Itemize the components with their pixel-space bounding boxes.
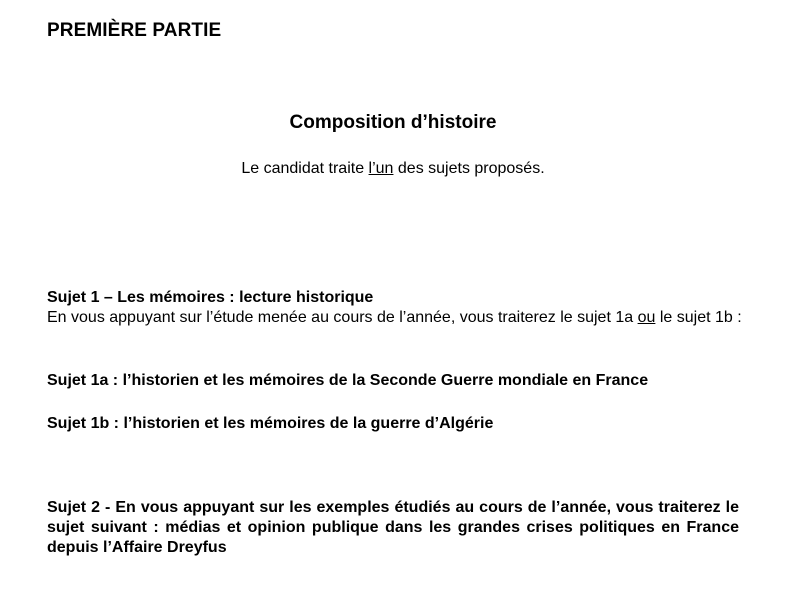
sujet-1a: Sujet 1a : l’historien et les mémoires de la Seconde Guerre mondiale en France [47, 372, 649, 389]
instruction-underlined: l’un [368, 160, 394, 177]
sujet-1b: Sujet 1b : l’historien et les mémoires de la guerre d’Algérie [47, 415, 494, 432]
sujet-1-heading: Sujet 1 – Les mémoires : lecture historique [47, 289, 374, 306]
instruction-after: des sujets proposés. [393, 160, 545, 177]
sujet-1-text [47, 308, 763, 328]
composition-title: Composition d’histoire [289, 112, 497, 133]
sujet-1-text-after: le sujet 1b : [655, 309, 742, 326]
sujet-2: Sujet 2 - En vous appuyant sur les exemples étudiés au cours de l’année, vous traiterez le sujet suivant : médias et opinion publique dans les grandes crises politiques en France depuis l’Affaire Dreyfus [47, 499, 739, 556]
instruction-before: Le candidat traite [241, 160, 369, 177]
part-title: PREMIÈRE PARTIE [47, 20, 222, 41]
instruction-line [0, 160, 786, 178]
sujet-1-text-underlined: ou [637, 309, 656, 326]
sujet-1-text-before: En vous appuyant sur l’étude menée au cours de l’année, vous traiterez le sujet 1a [47, 309, 638, 326]
sujet-1-block [47, 288, 763, 328]
